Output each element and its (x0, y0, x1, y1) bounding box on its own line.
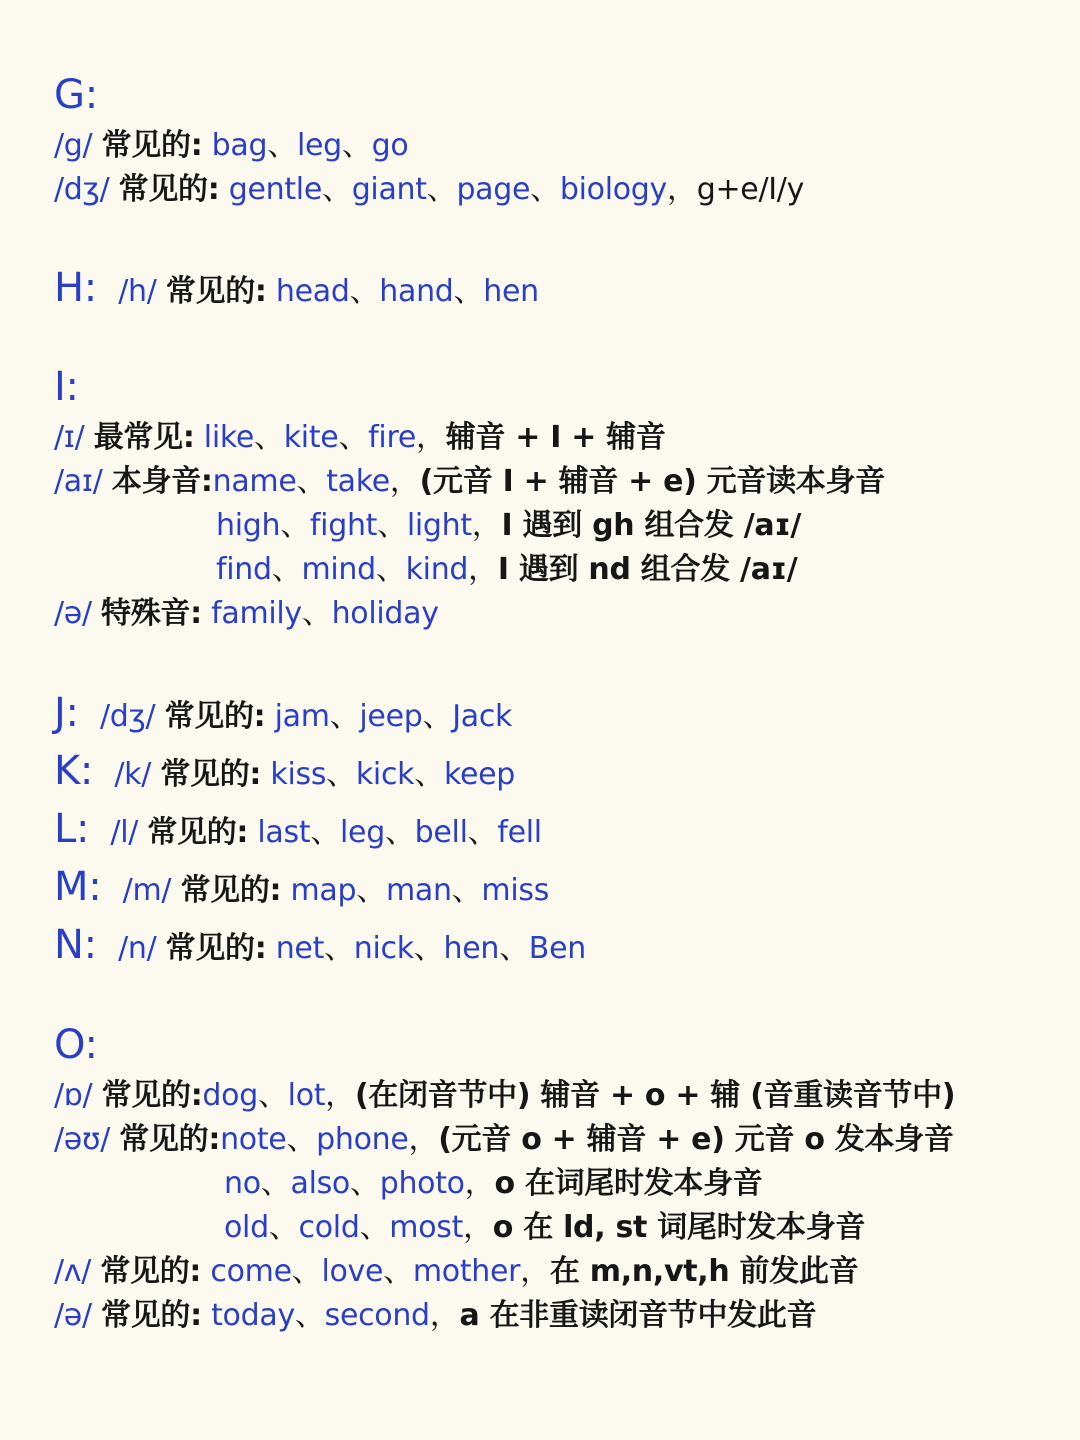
line-g-2 (54, 170, 804, 210)
label: 常见的: (180, 873, 282, 908)
line-h (54, 263, 539, 313)
sep: 、 (359, 1210, 390, 1245)
line-m (54, 862, 549, 912)
sep: ， (429, 1298, 460, 1333)
label: 常见的: (165, 274, 267, 309)
note: I 遇到 gh 组合发 /aɪ/ (501, 508, 802, 543)
word: page (456, 172, 531, 207)
heading-i: I: (54, 364, 79, 410)
sep: 、 (467, 815, 498, 850)
ipa: /l/ (110, 815, 139, 850)
word: Ben (528, 931, 586, 966)
word: light (406, 508, 472, 543)
heading-o: O: (54, 1022, 98, 1068)
sep: 、 (356, 873, 386, 908)
ipa: /ə/ (54, 596, 92, 631)
word: jeep (359, 699, 423, 734)
sep: 、 (268, 1210, 299, 1245)
line-g-1 (54, 126, 408, 166)
word: kick (355, 757, 415, 792)
sep: 、 (286, 1122, 317, 1157)
ipa: /dʒ/ (99, 699, 156, 734)
label: 常见的: (160, 757, 262, 792)
sep: 、 (296, 464, 327, 499)
word: miss (481, 873, 550, 908)
sep: 、 (383, 1254, 413, 1289)
word: old (224, 1210, 269, 1245)
word: hen (443, 931, 500, 966)
word: take (326, 464, 390, 499)
sep: 、 (267, 128, 297, 163)
sep: 、 (324, 931, 354, 966)
line-o-1 (54, 1076, 955, 1116)
ipa: /ə/ (54, 1298, 92, 1333)
word: bag (211, 128, 268, 163)
ipa: /əʊ/ (54, 1122, 111, 1157)
sep: 、 (294, 1298, 325, 1333)
line-o-5 (54, 1252, 858, 1292)
word: today (211, 1298, 295, 1333)
sep: 、 (530, 172, 560, 207)
note: 辅音 + I + 辅音 (445, 420, 666, 455)
sep: 、 (499, 931, 529, 966)
sep: 、 (301, 596, 332, 631)
word: name (212, 464, 297, 499)
line-i-3 (216, 506, 801, 546)
sep: 、 (338, 420, 369, 455)
word: mind (301, 552, 376, 587)
note: 在 m,n,vt,h 前发此音 (549, 1254, 859, 1289)
word: high (216, 508, 281, 543)
line-l (54, 804, 542, 854)
sep: ， (389, 464, 420, 499)
sep: 、 (326, 757, 356, 792)
sep: 、 (422, 699, 453, 734)
line-o-4 (224, 1208, 865, 1248)
word: man (385, 873, 452, 908)
line-i-1 (54, 418, 666, 458)
ipa: /ɒ/ (54, 1078, 93, 1113)
word: find (216, 552, 272, 587)
word: kite (283, 420, 339, 455)
label: 特殊音: (101, 596, 202, 631)
sep: 、 (280, 508, 310, 543)
sep: 、 (413, 931, 444, 966)
note: (元音 I + 辅音 + e) 元音读本身音 (419, 464, 885, 499)
word: lot (287, 1078, 326, 1113)
note: o 在 ld, st 词尾时发本身音 (492, 1210, 866, 1245)
word: phone (316, 1122, 409, 1157)
sep: 、 (377, 508, 407, 543)
word: dog (202, 1078, 258, 1113)
label: 常见的: (100, 1254, 202, 1289)
label: 最常见: (93, 420, 195, 455)
sep: ， (471, 508, 502, 543)
word: leg (296, 128, 342, 163)
sep: ， (464, 1166, 495, 1201)
word: hen (483, 274, 539, 309)
note: a 在非重读闭音节中发此音 (459, 1298, 817, 1333)
word: giant (351, 172, 427, 207)
sep: ， (463, 1210, 493, 1245)
word: Jack (452, 699, 513, 734)
word: net (275, 931, 325, 966)
sep: 、 (414, 757, 444, 792)
word: fire (368, 420, 416, 455)
sep: 、 (453, 274, 484, 309)
heading-l: L: (54, 806, 90, 852)
ipa: /m/ (122, 873, 172, 908)
word: cold (298, 1210, 360, 1245)
sep: 、 (375, 552, 406, 587)
sep: 、 (271, 552, 302, 587)
ipa: /g/ (54, 128, 93, 163)
word: hand (379, 274, 454, 309)
sep: 、 (329, 699, 360, 734)
sep: ， (408, 1122, 439, 1157)
note: (在闭音节中) 辅音 + o + 辅 (音重读音节中) (354, 1078, 956, 1113)
line-j (54, 688, 512, 738)
ipa: /aɪ/ (54, 464, 103, 499)
word: love (321, 1254, 384, 1289)
note: o 在词尾时发本身音 (494, 1166, 763, 1201)
sep: ， (667, 172, 697, 207)
sep: 、 (384, 815, 415, 850)
line-n (54, 920, 586, 970)
word: like (203, 420, 255, 455)
word: mother (412, 1254, 521, 1289)
sep: ， (325, 1078, 355, 1113)
ipa: /k/ (114, 757, 152, 792)
word: go (371, 128, 409, 163)
word: family (211, 596, 302, 631)
sep: 、 (257, 1078, 288, 1113)
heading-m: M: (54, 864, 102, 910)
word: last (257, 815, 311, 850)
sep: 、 (291, 1254, 322, 1289)
heading-h: H: (54, 265, 97, 311)
sep: 、 (321, 172, 352, 207)
word: kiss (270, 757, 327, 792)
label: 常见的: (118, 172, 220, 207)
sep: ， (520, 1254, 550, 1289)
sep: 、 (260, 1166, 291, 1201)
ipa: /ʌ/ (54, 1254, 92, 1289)
word: note (220, 1122, 287, 1157)
word: keep (443, 757, 516, 792)
label: 本身音: (111, 464, 213, 499)
line-i-5 (54, 594, 439, 634)
heading-n: N: (54, 922, 97, 968)
note: (元音 o + 辅音 + e) 元音 o 发本身音 (438, 1122, 954, 1157)
line-i-2 (54, 462, 885, 502)
word: fell (497, 815, 542, 850)
line-o-6 (54, 1296, 816, 1336)
sep: 、 (350, 1166, 380, 1201)
ipa: /h/ (118, 274, 157, 309)
sep: 、 (254, 420, 284, 455)
sep: ， (468, 552, 498, 587)
ipa: /n/ (118, 931, 157, 966)
word: map (290, 873, 357, 908)
word: photo (379, 1166, 465, 1201)
word: holiday (331, 596, 439, 631)
heading-k: K: (54, 748, 94, 794)
sep: 、 (310, 815, 341, 850)
word: bell (414, 815, 468, 850)
line-k (54, 746, 515, 796)
ipa: /dʒ/ (54, 172, 110, 207)
label: 常见的: (101, 128, 203, 163)
sep: 、 (451, 873, 482, 908)
note: I 遇到 nd 组合发 /aɪ/ (497, 552, 798, 587)
sep: 、 (341, 128, 372, 163)
word: also (290, 1166, 350, 1201)
heading-g: G: (54, 72, 98, 118)
word: nick (353, 931, 414, 966)
line-i-4 (216, 550, 797, 590)
ipa: /ɪ/ (54, 420, 85, 455)
word: gentle (228, 172, 322, 207)
sep: 、 (349, 274, 380, 309)
label: 常见的: (119, 1122, 221, 1157)
label: 常见的: (147, 815, 249, 850)
word: kind (405, 552, 469, 587)
word: fight (309, 508, 378, 543)
word: no (224, 1166, 261, 1201)
word: leg (340, 815, 385, 850)
line-o-2 (54, 1120, 954, 1160)
label: 常见的: (101, 1078, 203, 1113)
sep: ， (416, 420, 446, 455)
word: biology (559, 172, 667, 207)
word: come (210, 1254, 292, 1289)
label: 常见的: (165, 931, 267, 966)
line-o-3 (224, 1164, 763, 1204)
heading-j: J: (54, 690, 79, 736)
word: second (324, 1298, 430, 1333)
note: g+e/I/y (696, 172, 805, 207)
sep: 、 (426, 172, 457, 207)
label: 常见的: (164, 699, 266, 734)
word: most (389, 1210, 464, 1245)
word: head (275, 274, 350, 309)
label: 常见的: (101, 1298, 202, 1333)
word: jam (274, 699, 330, 734)
